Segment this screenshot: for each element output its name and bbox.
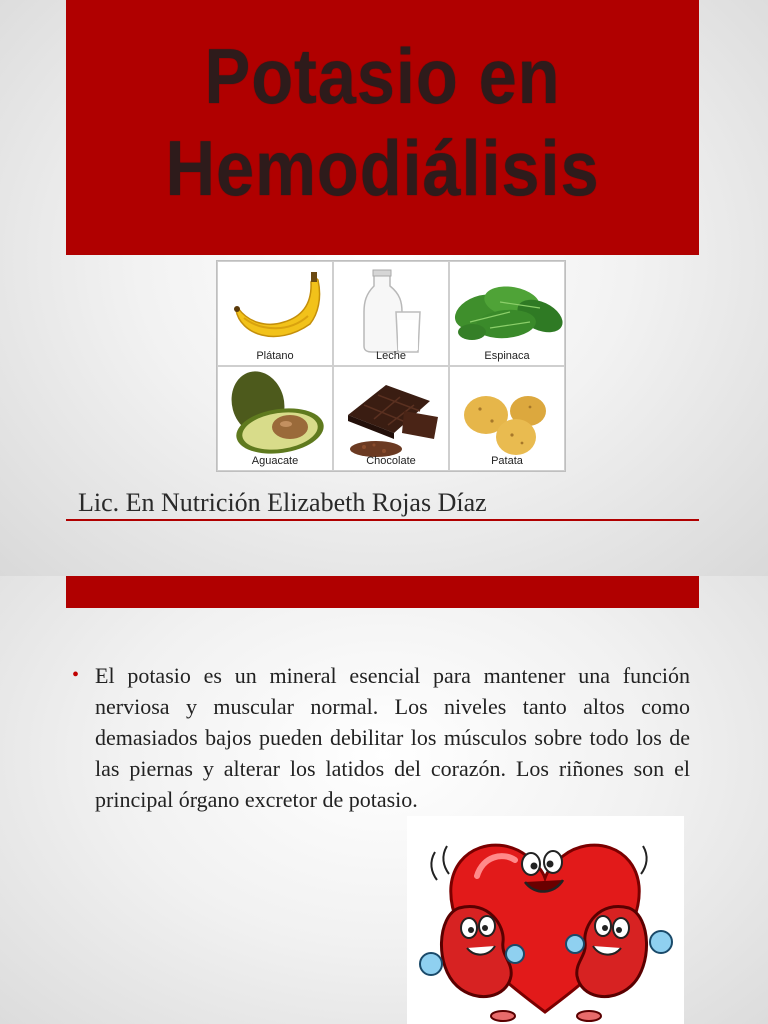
heart-kidneys-cartoon-icon: [407, 816, 684, 1024]
food-label: Chocolate: [366, 455, 416, 467]
author-divider: [66, 519, 699, 521]
food-label: Aguacate: [251, 455, 299, 467]
title-line-1: Potasio en: [204, 32, 561, 120]
food-label: Patata: [491, 455, 523, 467]
food-cell-espinaca: [449, 261, 565, 366]
title-line-2: Hemodiálisis: [165, 124, 600, 212]
food-label: Leche: [376, 350, 406, 362]
bullet-text: El potasio es un mineral esencial para mantener una función nerviosa y muscular normal. Los niveles tanto altos como demasiados bajos pueden debilitar los músculos sobre todo los de las piernas y alterar los latidos del corazón. Los riñones son el principal órgano excretor de potasio.: [95, 663, 690, 812]
food-cell-platano: [217, 261, 333, 366]
author-name: Lic. En Nutrición Elizabeth Rojas Díaz: [78, 488, 487, 517]
slide-2: [0, 576, 768, 1024]
food-cell-patata: [449, 366, 565, 471]
food-cell-aguacate: [217, 366, 333, 471]
food-label: Espinaca: [484, 350, 530, 362]
slide-title: [104, 30, 661, 214]
food-cell-chocolate: [333, 366, 449, 471]
food-label: Plátano: [256, 350, 294, 362]
bullet-marker: •: [72, 664, 80, 686]
title-band: [66, 0, 699, 255]
bullet-item: [72, 660, 690, 815]
food-grid: [216, 260, 566, 472]
header-band: [66, 576, 699, 608]
food-cell-leche: [333, 261, 449, 366]
